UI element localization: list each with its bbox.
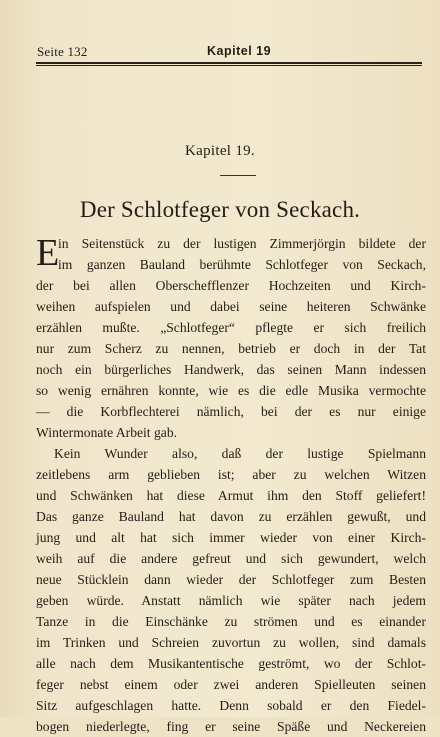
text-line: erzählen mußte. „Schlotfeger“ pflegte er sich freilich bbox=[36, 320, 426, 335]
text-line: Sitz aufgeschlagen hatte. Denn sobald er den Fiedel- bbox=[36, 698, 426, 713]
header-rule bbox=[36, 62, 422, 66]
chapter-title: Der Schlotfeger von Seckach. bbox=[79, 197, 361, 222]
running-chapter-title: Kapitel 19 bbox=[207, 44, 272, 58]
text-line: geben würde. Anstatt nämlich wie später nach jedem bbox=[36, 593, 426, 608]
text-line: zeitlebens arm geblieben ist; aber zu welchen Witzen bbox=[36, 467, 426, 482]
text-line: bogen niederlegte, fing er seine Späße und Neckereien bbox=[36, 719, 426, 734]
running-header bbox=[37, 44, 422, 62]
text-line: feger nebst einem oder zwei anderen Spielleuten seinen bbox=[36, 677, 426, 692]
text-line: Kein Wunder also, daß der lustige Spielmann bbox=[54, 446, 426, 461]
chapter-divider bbox=[220, 175, 256, 176]
text-line: alle nach dem Musikantentische geströmt, wo der Schlot- bbox=[36, 656, 426, 671]
chapter-label: Kapitel 19. bbox=[185, 143, 255, 159]
text-line: im Trinken und Schreien zuvortun zu wollen, sind damals bbox=[36, 635, 426, 650]
text-line: weih auf die andere gefreut und sich gewundert, welch bbox=[36, 551, 426, 566]
body-text bbox=[36, 233, 426, 737]
text-line: im ganzen Bauland berühmte Schlotfeger von Seckach, bbox=[58, 257, 426, 272]
text-line: noch ein bürgerliches Handwerk, das seinen Mann indessen bbox=[36, 362, 426, 377]
text-line: jung und alt hat sich immer wieder von einer Kirch- bbox=[36, 530, 426, 545]
text-line: der bei allen Oberschefflenzer Hochzeiten und Kirch- bbox=[36, 278, 426, 293]
text-line: Das ganze Bauland hat davon zu erzählen gewußt, und bbox=[36, 509, 426, 524]
text-line: in Seitenstück zu der lustigen Zimmerjörgin bildete der bbox=[58, 236, 426, 251]
text-line: so wenig ernähren konnte, wie es die edle Musika vermochte bbox=[36, 383, 426, 398]
text-line: — die Korbflechterei nämlich, bei der es nur einige bbox=[36, 404, 426, 419]
paragraph-1-opening bbox=[36, 233, 426, 275]
text-line: nur zum Scherz zu nennen, betrieb er doch in der Tat bbox=[36, 341, 426, 356]
drop-cap: E bbox=[36, 232, 60, 274]
text-line: weihen aufspielen und dabei seine heiteren Schwänke bbox=[36, 299, 426, 314]
text-line: neue Stücklein dann wieder der Schlotfeger zum Besten bbox=[36, 572, 426, 587]
page-number: Seite 132 bbox=[37, 44, 88, 59]
text-line: und Schwänken hat diese Armut ihm den Stoff geliefert! bbox=[36, 488, 426, 503]
text-line: Tanze in die Einschänke zu strömen und es einander bbox=[36, 614, 426, 629]
text-line: Wintermonate Arbeit gab. bbox=[36, 425, 178, 440]
